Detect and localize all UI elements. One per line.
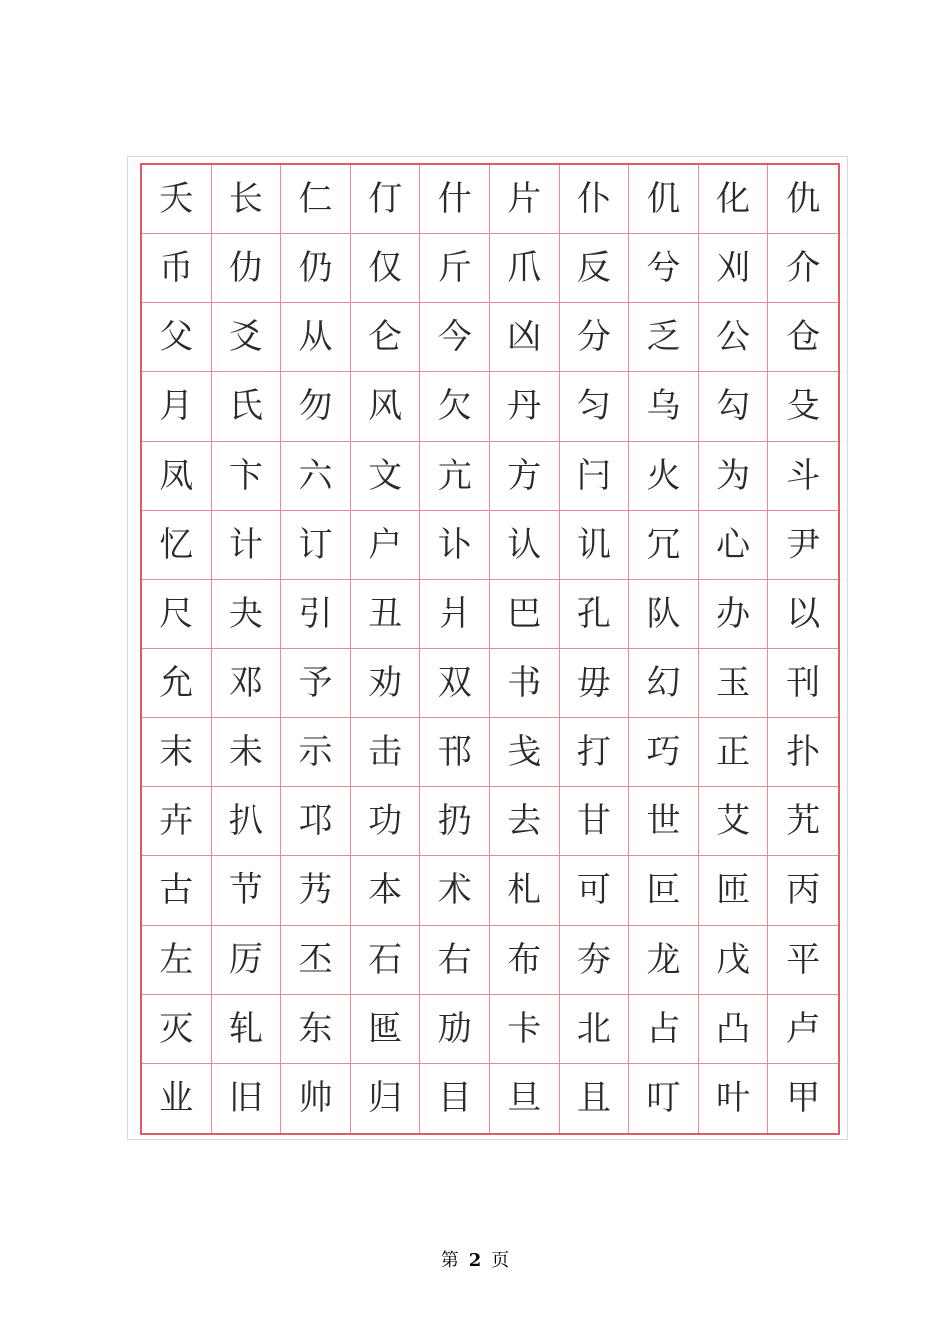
grid-cell-character: 打 [560,718,630,787]
grid-cell-character: 功 [351,787,421,856]
grid-cell-character: 订 [281,511,351,580]
grid-cell-character: 目 [420,1064,490,1133]
grid-cell-character: 仉 [629,165,699,234]
grid-cell-character: 戊 [699,926,769,995]
grid-cell-character: 仃 [351,165,421,234]
grid-cell-character: 艽 [768,787,838,856]
grid-cell-character: 卉 [142,787,212,856]
grid-cell-character: 予 [281,649,351,718]
grid-cell-character: 分 [560,303,630,372]
grid-cell-character: 匜 [351,995,421,1064]
grid-cell-character: 勿 [281,372,351,441]
grid-cell-character: 节 [212,856,282,925]
page-number: 2 [468,1250,482,1271]
grid-cell-character: 仓 [768,303,838,372]
grid-cell-character: 孔 [560,580,630,649]
grid-cell-character: 夬 [212,580,282,649]
grid-cell-character: 冗 [629,511,699,580]
grid-cell-character: 末 [142,718,212,787]
grid-cell-character: 未 [212,718,282,787]
grid-cell-character: 欠 [420,372,490,441]
grid-cell-character: 六 [281,442,351,511]
grid-cell-character: 夭 [142,165,212,234]
grid-cell-character: 亢 [420,442,490,511]
grid-cell-character: 今 [420,303,490,372]
grid-cell-character: 归 [351,1064,421,1133]
grid-cell-character: 仁 [281,165,351,234]
grid-cell-character: 氏 [212,372,282,441]
grid-cell-character: 丑 [351,580,421,649]
grid-cell-character: 乌 [629,372,699,441]
grid-cell-character: 乏 [629,303,699,372]
grid-cell-character: 扔 [420,787,490,856]
grid-cell-character: 北 [560,995,630,1064]
grid-cell-character: 凸 [699,995,769,1064]
grid-cell-character: 闩 [560,442,630,511]
grid-cell-character: 本 [351,856,421,925]
grid-cell-character: 匀 [560,372,630,441]
grid-cell-character: 兮 [629,234,699,303]
grid-cell-character: 正 [699,718,769,787]
grid-cell-character: 劢 [420,995,490,1064]
grid-cell-character: 东 [281,995,351,1064]
grid-cell-character: 卢 [768,995,838,1064]
grid-cell-character: 认 [490,511,560,580]
grid-cell-character: 父 [142,303,212,372]
grid-cell-character: 示 [281,718,351,787]
grid-cell-character: 世 [629,787,699,856]
grid-cell-character: 心 [699,511,769,580]
grid-cell-character: 甘 [560,787,630,856]
grid-cell-character: 长 [212,165,282,234]
grid-cell-character: 户 [351,511,421,580]
grid-cell-character: 刊 [768,649,838,718]
grid-cell-character: 尺 [142,580,212,649]
grid-cell-character: 艿 [281,856,351,925]
grid-cell-character: 斤 [420,234,490,303]
grid-cell-character: 灭 [142,995,212,1064]
grid-cell-character: 叶 [699,1064,769,1133]
grid-cell-character: 讣 [420,511,490,580]
grid-cell-character: 仅 [351,234,421,303]
grid-cell-character: 凶 [490,303,560,372]
grid-cell-character: 业 [142,1064,212,1133]
grid-cell-character: 帅 [281,1064,351,1133]
grid-cell-character: 斗 [768,442,838,511]
grid-cell-character: 介 [768,234,838,303]
grid-cell-character: 幻 [629,649,699,718]
grid-cell-character: 书 [490,649,560,718]
grid-cell-character: 卡 [490,995,560,1064]
grid-cell-character: 叵 [629,856,699,925]
grid-cell-character: 爻 [212,303,282,372]
grid-cell-character: 邗 [420,718,490,787]
grid-cell-character: 厉 [212,926,282,995]
grid-cell-character: 布 [490,926,560,995]
grid-cell-character: 爿 [420,580,490,649]
grid-cell-character: 计 [212,511,282,580]
grid-cell-character: 公 [699,303,769,372]
grid-cell-character: 办 [699,580,769,649]
grid-cell-character: 击 [351,718,421,787]
grid-cell-character: 殳 [768,372,838,441]
grid-cell-character: 劝 [351,649,421,718]
grid-cell-character: 丙 [768,856,838,925]
grid-cell-character: 币 [142,234,212,303]
grid-cell-character: 仂 [212,234,282,303]
grid-cell-character: 反 [560,234,630,303]
grid-cell-character: 玉 [699,649,769,718]
grid-cell-character: 右 [420,926,490,995]
grid-cell-character: 古 [142,856,212,925]
grid-cell-character: 讥 [560,511,630,580]
grid-cell-character: 叮 [629,1064,699,1133]
grid-cell-character: 刈 [699,234,769,303]
grid-cell-character: 火 [629,442,699,511]
grid-cell-character: 左 [142,926,212,995]
grid-cell-character: 札 [490,856,560,925]
grid-cell-character: 仆 [560,165,630,234]
grid-cell-character: 引 [281,580,351,649]
grid-cell-character: 夯 [560,926,630,995]
grid-cell-character: 丕 [281,926,351,995]
grid-cell-character: 可 [560,856,630,925]
grid-cell-character: 风 [351,372,421,441]
grid-cell-character: 匝 [699,856,769,925]
grid-cell-character: 扑 [768,718,838,787]
grid-cell-character: 旦 [490,1064,560,1133]
page-footer [0,1246,950,1272]
grid-cell-character: 爪 [490,234,560,303]
grid-cell-character: 从 [281,303,351,372]
character-grid [140,163,840,1135]
grid-cell-character: 什 [420,165,490,234]
grid-cell-character: 方 [490,442,560,511]
grid-cell-character: 文 [351,442,421,511]
grid-cell-character: 石 [351,926,421,995]
grid-cell-character: 戋 [490,718,560,787]
grid-cell-character: 仍 [281,234,351,303]
grid-cell-character: 术 [420,856,490,925]
grid-cell-character: 仑 [351,303,421,372]
grid-cell-character: 平 [768,926,838,995]
grid-cell-character: 队 [629,580,699,649]
grid-cell-character: 龙 [629,926,699,995]
grid-cell-character: 片 [490,165,560,234]
grid-cell-character: 凤 [142,442,212,511]
grid-cell-character: 邓 [212,649,282,718]
grid-cell-character: 去 [490,787,560,856]
grid-cell-character: 仇 [768,165,838,234]
grid-cell-character: 勾 [699,372,769,441]
grid-cell-character: 且 [560,1064,630,1133]
grid-cell-character: 化 [699,165,769,234]
grid-cell-character: 甲 [786,1078,821,1119]
grid-cell-character: 邛 [281,787,351,856]
grid-cell-character: 以 [768,580,838,649]
grid-cell-character: 为 [699,442,769,511]
grid-cell-character: 丹 [490,372,560,441]
grid-cell-character: 旧 [212,1064,282,1133]
grid-cell-character: 扒 [212,787,282,856]
grid-cell-character: 轧 [212,995,282,1064]
grid-cell-character: 巧 [629,718,699,787]
grid-cell-character: 月 [142,372,212,441]
grid-cell-character: 巴 [490,580,560,649]
footer-suffix: 页 [491,1250,510,1271]
grid-cell-character: 占 [629,995,699,1064]
grid-cell-character: 双 [420,649,490,718]
grid-cell-character: 艾 [699,787,769,856]
footer-prefix: 第 [440,1250,459,1271]
grid-cell-character: 毋 [560,649,630,718]
grid-cell-character: 卞 [212,442,282,511]
grid-cell-character: 忆 [142,511,212,580]
grid-cell-character: 允 [142,649,212,718]
grid-cell-character: 尹 [768,511,838,580]
